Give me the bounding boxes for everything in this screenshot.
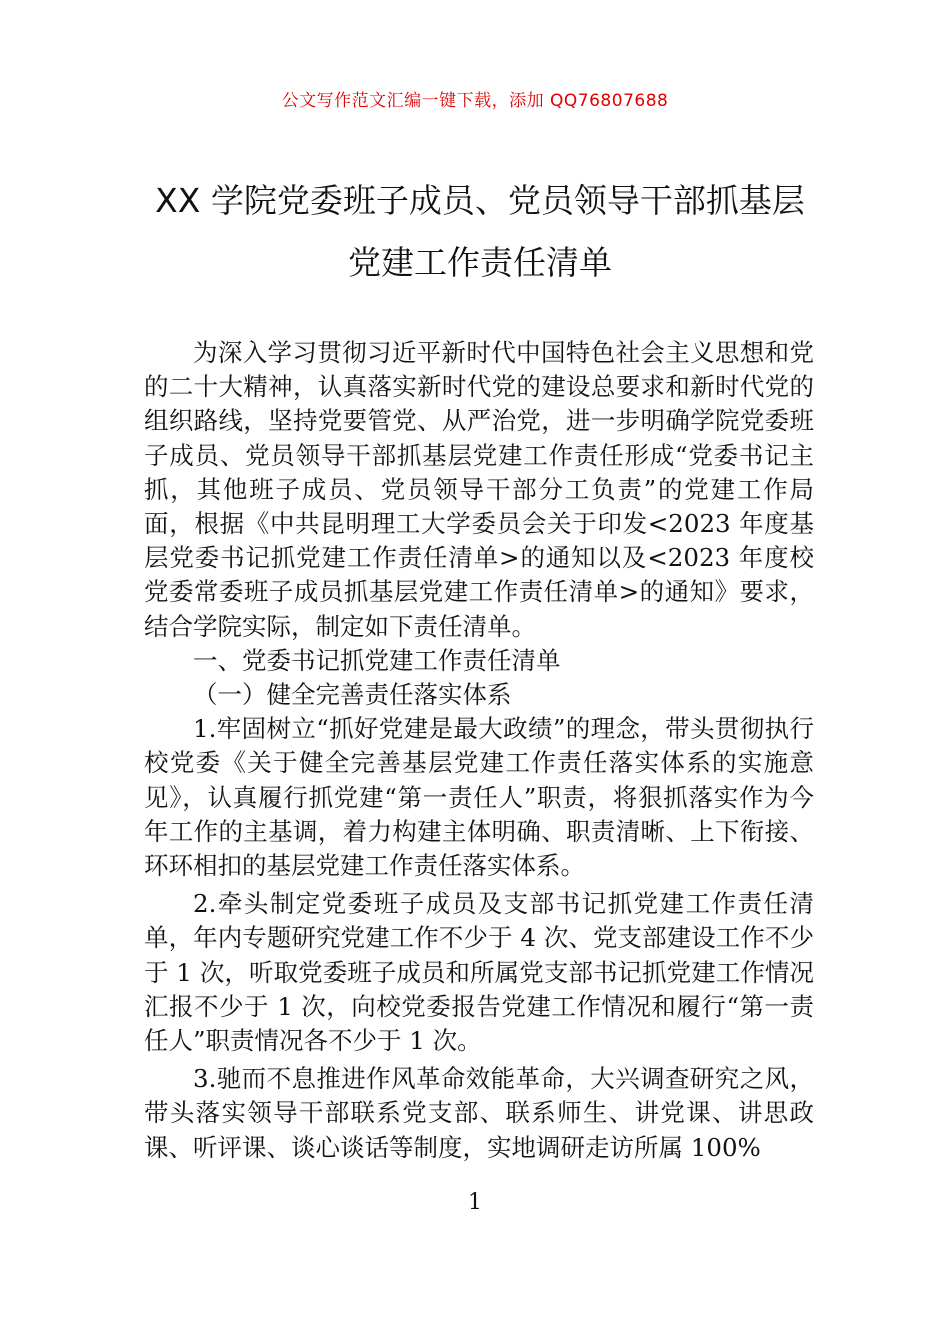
item-paragraph-1: 1.牢固树立“抓好党建是最大政绩”的理念，带头贯彻执行校党委《关于健全完善基层党建工作责任落实体系的实施意见》，认真履行抓党建“第一责任人”职责，将狠抓落实作为今年工作的主基调，着力构建主体明确、职责清晰、上下衔接、环环相扣的基层党建工作责任落实体系。: [144, 714, 814, 881]
intro-paragraph: 为深入学习贯彻习近平新时代中国特色社会主义思想和党的二十大精神，认真落实新时代党的建设总要求和新时代党的组织路线，坚持党要管党、从严治党，进一步明确学院党委班子成员、党员领导干部抓基层党建工作责任形成“党委书记主抓，其他班子成员、党员领导干部分工负责”的党建工作局面，根据《中共昆明理工大学委员会关于印发<2023 年度基层党委书记抓党建工作责任清单>的通知以及<2023 年度校党委常委班子成员抓基层党建工作责任清单>的通知》要求，结合学院实际，制定如下责任清单。: [144, 338, 814, 641]
download-banner: 公文写作范文汇编一键下载，添加 QQ76807688: [281, 91, 669, 111]
item-paragraph-2: 2.牵头制定党委班子成员及支部书记抓党建工作责任清单，年内专题研究党建工作不少于 4 次、党支部建设工作不少于 1 次，听取党委班子成员和所属党支部书记抓党建工作情况汇报不少于 1 次，向校党委报告党建工作情况和履行“第一责任人”职责情况各不少于 1 次。: [144, 889, 814, 1056]
section-heading: 一、党委书记抓党建工作责任清单: [193, 645, 561, 675]
subsection-heading: （一）健全完善责任落实体系: [193, 680, 512, 710]
document-body: [144, 336, 814, 1165]
page-number: 1: [468, 1190, 482, 1215]
item-paragraph-3: 3.驰而不息推进作风革命效能革命，大兴调查研究之风，带头落实领导干部联系党支部、联系师生、讲党课、讲思政课、听评课、谈心谈话等制度，实地调研走访所属 100%: [144, 1064, 814, 1162]
document-title: XX 学院党委班子成员、党员领导干部抓基层党建工作责任清单: [155, 181, 805, 282]
